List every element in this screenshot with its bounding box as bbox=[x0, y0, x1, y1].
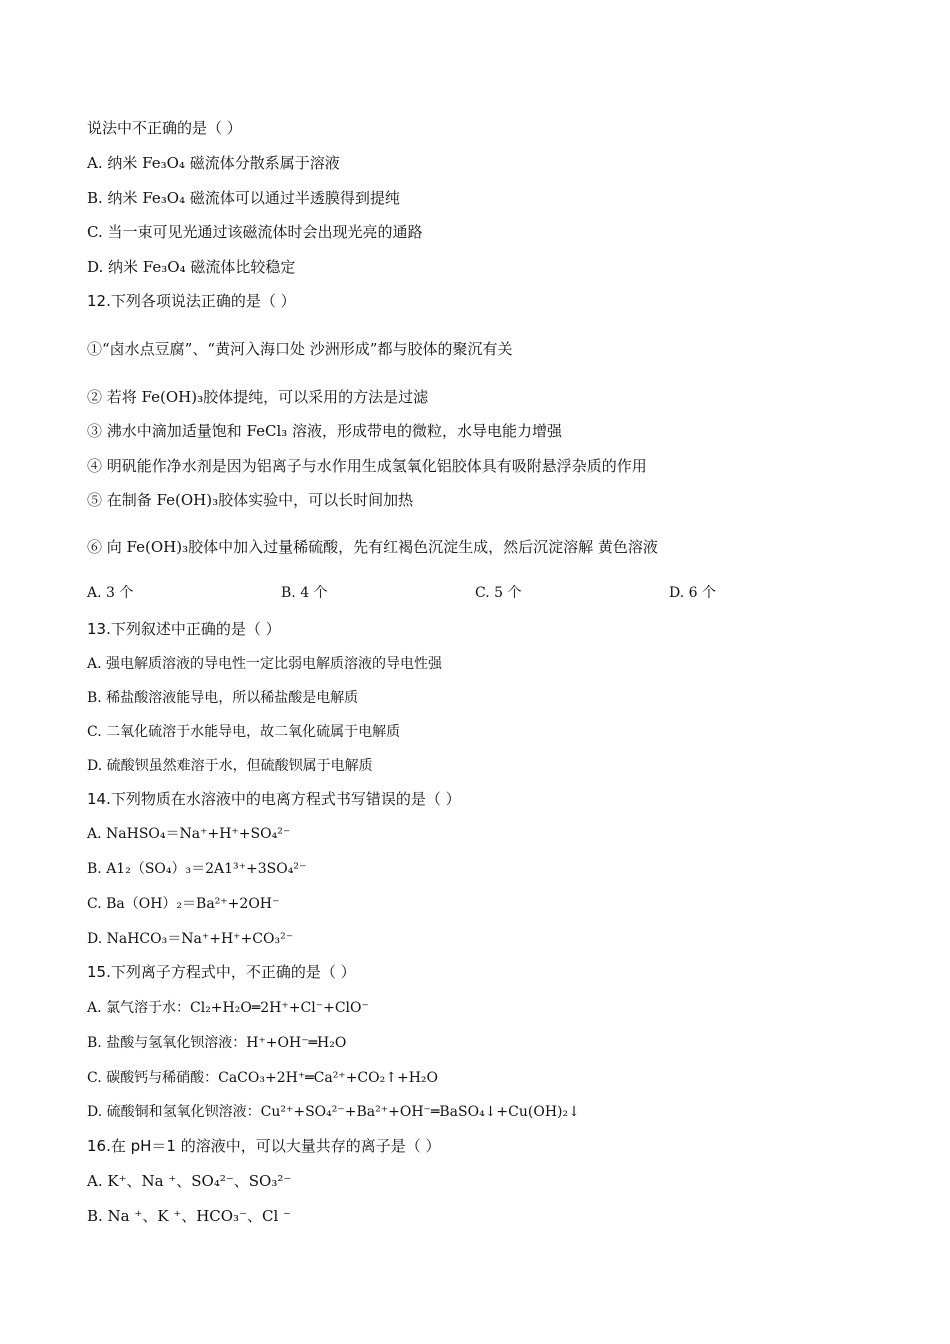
q13-option-c: C. 二氧化硫溶于水能导电，故二氧化硫属于电解质 bbox=[87, 724, 401, 740]
q13-option-d: D. 硫酸钡虽然难溶于水，但硫酸钡属于电解质 bbox=[87, 758, 373, 774]
q12-statement-2: ② 若将 Fe(OH)₃胶体提纯，可以采用的方法是过滤 bbox=[87, 388, 429, 406]
q12-statement-4: ④ 明矾能作净水剂是因为铝离子与水作用生成氢氧化铝胶体具有吸附悬浮杂质的作用 bbox=[87, 457, 647, 475]
q12-title: 12.下列各项说法正确的是（ ） bbox=[87, 292, 296, 310]
q11-option-b: B. 纳米 Fe₃O₄ 磁流体可以通过半透膜得到提纯 bbox=[87, 189, 400, 207]
q13-option-a: A. 强电解质溶液的导电性一定比弱电解质溶液的导电性强 bbox=[87, 656, 443, 672]
q14-option-c: C. Ba（OH）₂＝Ba²⁺+2OH⁻ bbox=[87, 896, 280, 912]
q15-option-a: A. 氯气溶于水：Cl₂+H₂O═2H⁺+Cl⁻+ClO⁻ bbox=[87, 1000, 369, 1016]
q12-choice-c: C. 5 个 bbox=[475, 585, 522, 601]
q13-option-b: B. 稀盐酸溶液能导电，所以稀盐酸是电解质 bbox=[87, 690, 359, 706]
q12-statement-6: ⑥ 向 Fe(OH)₃胶体中加入过量稀硫酸，先有红褐色沉淀生成，然后沉淀溶解 黄色溶液 bbox=[87, 538, 658, 556]
q14-title: 14.下列物质在水溶液中的电离方程式书写错误的是（ ） bbox=[87, 790, 461, 808]
q11-stem-tail: 说法中不正确的是（ ） bbox=[87, 119, 242, 137]
q13-title: 13.下列叙述中正确的是（ ） bbox=[87, 620, 281, 638]
q11-option-a: A. 纳米 Fe₃O₄ 磁流体分散系属于溶液 bbox=[87, 154, 340, 172]
q12-statement-3: ③ 沸水中滴加适量饱和 FeCl₃ 溶液，形成带电的微粒，水导电能力增强 bbox=[87, 422, 563, 440]
q12-choice-d: D. 6 个 bbox=[669, 585, 716, 601]
q15-option-c: C. 碳酸钙与稀硝酸：CaCO₃+2H⁺═Ca²⁺+CO₂↑+H₂O bbox=[87, 1070, 438, 1086]
q15-title: 15.下列离子方程式中，不正确的是（ ） bbox=[87, 963, 356, 981]
q15-option-d: D. 硫酸铜和氢氧化钡溶液：Cu²⁺+SO₄²⁻+Ba²⁺+OH⁻═BaSO₄↓+Cu(OH)₂↓ bbox=[87, 1104, 580, 1120]
q11-option-d: D. 纳米 Fe₃O₄ 磁流体比较稳定 bbox=[87, 258, 296, 276]
q12-choice-a: A. 3 个 bbox=[87, 585, 134, 601]
q11-option-c: C. 当一束可见光通过该磁流体时会出现光亮的通路 bbox=[87, 223, 423, 241]
q14-option-a: A. NaHSO₄＝Na⁺+H⁺+SO₄²⁻ bbox=[87, 826, 291, 842]
q12-statement-5: ⑤ 在制备 Fe(OH)₃胶体实验中，可以长时间加热 bbox=[87, 491, 414, 509]
q12-statement-1: ①“卤水点豆腐”、“黄河入海口处 沙洲形成”都与胶体的聚沉有关 bbox=[87, 340, 513, 358]
q16-title: 16.在 pH＝1 的溶液中，可以大量共存的离子是（ ） bbox=[87, 1137, 441, 1155]
q16-option-a: A. K⁺、Na ⁺、SO₄²⁻、SO₃²⁻ bbox=[87, 1172, 292, 1190]
q15-option-b: B. 盐酸与氢氧化钡溶液：H⁺+OH⁻═H₂O bbox=[87, 1035, 347, 1051]
q14-option-d: D. NaHCO₃＝Na⁺+H⁺+CO₃²⁻ bbox=[87, 931, 294, 947]
q16-option-b: B. Na ⁺、K ⁺、HCO₃⁻、Cl ⁻ bbox=[87, 1207, 291, 1225]
q14-option-b: B. A1₂（SO₄）₃＝2A1³⁺+3SO₄²⁻ bbox=[87, 861, 307, 877]
q12-choice-b: B. 4 个 bbox=[281, 585, 328, 601]
